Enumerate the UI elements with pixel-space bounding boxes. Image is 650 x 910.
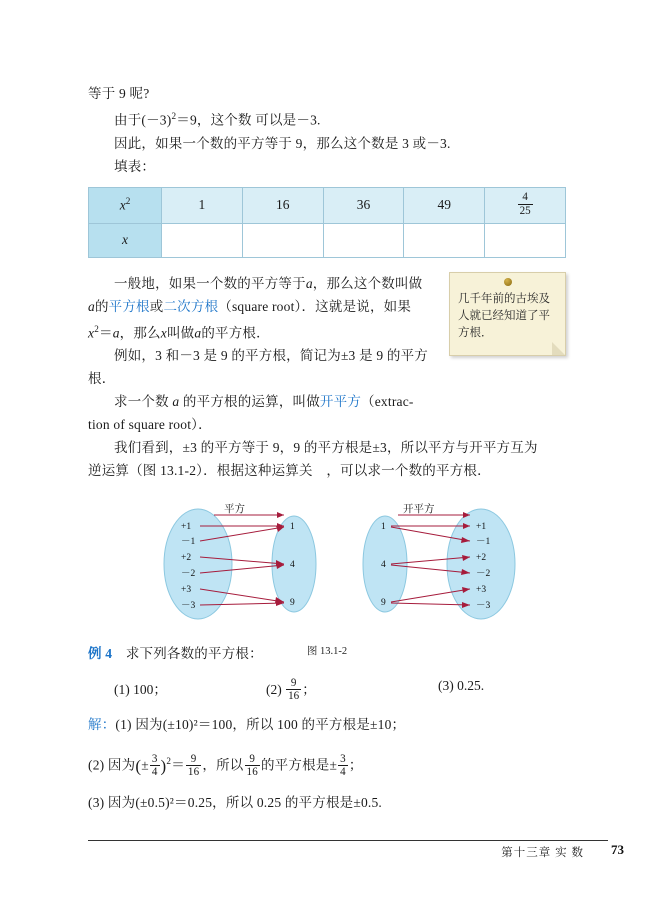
keyword-second-root: 二次方根	[163, 298, 219, 314]
left-range-item-1: 4	[290, 560, 295, 570]
para1-a4: a	[194, 325, 202, 340]
fraction-9-16-c	[245, 753, 260, 779]
fraction-numerator: 3	[340, 752, 346, 765]
sticky-note-text: 几千年前的古埃及人就已经知道了平方根．	[458, 292, 550, 339]
solution-label: 解：	[88, 717, 116, 732]
example-text: 求下列各数的平方根：	[125, 646, 263, 661]
superscript-2: 2	[171, 111, 177, 121]
line-2-mid: ＝9，这个数 可以是－3.	[176, 112, 321, 128]
figure-caption: 图 13.1-2	[306, 646, 348, 657]
sticky-note	[449, 272, 566, 356]
example-item-3-val: 0.25.	[457, 678, 485, 693]
fraction-3-4-d	[338, 753, 348, 779]
left-domain-item-0: +1	[181, 522, 192, 532]
right-range-item-1: －1	[476, 537, 491, 547]
left-label: 平方	[224, 504, 245, 515]
para1-seg2: ，那么这个数叫做	[312, 275, 423, 291]
header-superscript-2: 2	[125, 196, 131, 207]
fraction-numerator: 3	[151, 752, 158, 765]
fraction-denominator: 25	[519, 204, 531, 217]
line-2-pre: 由于(－3)	[114, 112, 172, 128]
table-row-label: x	[122, 232, 128, 247]
para1-seg1: 一般地，如果一个数的平方等于	[114, 275, 306, 291]
fraction-4-25	[518, 191, 533, 217]
footer-divider	[88, 840, 608, 841]
fraction-denominator: 16	[246, 765, 258, 778]
example-item-2-no: (2)	[266, 682, 282, 697]
table-cell-header-x2	[89, 187, 162, 223]
right-domain-item-1: 4	[381, 560, 386, 570]
table-cell-blank-1[interactable]	[162, 223, 243, 257]
table-cell-header-1: 1	[162, 187, 243, 223]
fraction-9-16	[286, 677, 301, 703]
fraction-numerator: 9	[190, 752, 197, 765]
left-top-arrow-head	[277, 512, 284, 518]
para1-var-x: x	[160, 325, 167, 340]
para1-seg5: （square root）．这就是说，如果	[218, 298, 412, 314]
right-range-item-0: +1	[476, 522, 487, 532]
footer-page-number: 73	[611, 842, 624, 857]
para3-line2: tion of square root）．	[88, 417, 212, 432]
line-3: 因此，如果一个数的平方等于 9，那么这个数是 3 或－3.	[114, 135, 451, 151]
table-cell-blank-3[interactable]	[323, 223, 404, 257]
fraction-denominator: 4	[340, 765, 346, 778]
text-content	[88, 82, 566, 814]
table-header-x: x	[119, 197, 126, 213]
line-1: 等于 9 呢?	[88, 86, 150, 101]
para1-x: x	[88, 325, 95, 340]
table-cell-blank-5[interactable]	[485, 223, 566, 257]
right-range-item-4: +3	[476, 585, 487, 595]
para1-line2	[88, 295, 428, 318]
para2: 例如，3 和－3 是 9 的平方根，简记为±3 是 9 的平方根．	[88, 348, 428, 386]
paren-open-big: (	[135, 756, 142, 776]
right-range-item-5: －3	[476, 601, 491, 611]
para3-seg3: （extrac-	[361, 394, 414, 409]
table-cell-header-36: 36	[323, 187, 404, 223]
solution-2-end: ；	[348, 757, 363, 773]
solution-2-mid: ＝	[171, 757, 185, 773]
footer-chapter: 第十三章 实 数	[501, 847, 584, 859]
page-footer	[0, 840, 650, 862]
left-domain-item-2: +2	[181, 553, 192, 563]
solution-2-mid2: ，所以	[202, 757, 244, 773]
table-row	[89, 187, 566, 223]
example-item-2-suffix: ；	[302, 682, 316, 697]
table-cell-header-49: 49	[404, 187, 485, 223]
para4-line2: 逆运算（图 13.1-2）．根据这种运算关 ，可以求一个数的平方根．	[88, 463, 491, 478]
right-range-item-2: +2	[476, 553, 487, 563]
para1-seg7: ，那么	[119, 325, 161, 340]
para3-line1	[88, 390, 566, 413]
example-item-1-val: 100；	[133, 682, 167, 697]
line-2	[88, 105, 566, 132]
example-item-3	[438, 678, 484, 694]
solution-line-1	[88, 713, 566, 736]
para1-seg3: 的	[94, 298, 109, 314]
fraction-denominator: 16	[288, 690, 300, 703]
right-label: 开平方	[403, 504, 435, 515]
example-label: 例 4	[88, 646, 113, 661]
line-4: 填表：	[114, 158, 156, 174]
table-cell-header-fraction	[485, 187, 566, 223]
para1-line1	[88, 272, 428, 295]
example-item-2	[266, 678, 316, 704]
pin-icon	[504, 278, 512, 286]
example-item-1	[114, 678, 167, 698]
plus-minus-1: ±	[141, 757, 149, 773]
para1-seg8: 叫做	[166, 325, 195, 340]
table-cell-header-16: 16	[242, 187, 323, 223]
left-range-item-2: 9	[290, 598, 295, 608]
para1-sup2: 2	[94, 323, 99, 334]
page-fold-icon	[552, 342, 565, 355]
para3-seg2: 的平方根的运算，叫做	[182, 394, 320, 409]
keyword-square-root: 平方根	[108, 298, 150, 314]
para4-line1: 我们看到，±3 的平方等于 9，9 的平方根是±3，所以平方与开平方互为	[114, 440, 538, 455]
para1-a3: a	[112, 325, 120, 340]
fraction-denominator: 16	[187, 765, 200, 778]
table-cell-blank-4[interactable]	[404, 223, 485, 257]
right-domain-item-2: 9	[381, 598, 386, 608]
fraction-numerator: 4	[522, 191, 528, 204]
solution-line-2	[88, 746, 566, 781]
right-range-item-3: －2	[476, 569, 491, 579]
fill-table	[88, 187, 566, 258]
left-domain-item-1: －1	[181, 537, 196, 547]
paragraph-block-definition	[88, 272, 566, 483]
para1-seg4: 或	[149, 298, 164, 314]
left-domain-item-3: －2	[181, 569, 196, 579]
para1-line3	[88, 318, 428, 345]
fraction-numerator: 9	[249, 752, 256, 765]
solution-1-text: (1) 因为(±10)²＝100，所以 100 的平方根是±10；	[115, 717, 406, 732]
para3-var-a: a	[168, 394, 183, 409]
solution-2-sup: 2	[166, 756, 172, 766]
right-domain-item-0: 1	[381, 522, 386, 532]
example-item-3-no: (3)	[438, 678, 454, 693]
para1-var-a: a	[305, 275, 313, 291]
para1-var-a2: a	[88, 298, 95, 314]
left-domain-item-4: +3	[181, 585, 192, 595]
table-cell-blank-2[interactable]	[242, 223, 323, 257]
example-item-1-no: (1)	[114, 682, 130, 697]
example-items-row	[88, 673, 566, 707]
para3-seg1: 求一个数	[114, 394, 169, 409]
diagram-svg	[88, 488, 566, 636]
solution-2-pre: (2) 因为	[88, 757, 136, 773]
para1-seg6: ＝	[99, 325, 113, 340]
para1-seg9: 的平方根．	[201, 325, 270, 340]
left-range-item-0: 1	[290, 522, 295, 532]
solution-2-mid3: 的平方根是±	[260, 757, 338, 773]
fraction-3-4-a	[150, 753, 160, 779]
fraction-9-16-b	[186, 753, 201, 779]
table-row	[89, 223, 566, 257]
table-cell-row-label-x	[89, 223, 162, 257]
left-domain-item-5: －3	[181, 601, 196, 611]
fraction-denominator: 4	[151, 765, 158, 778]
solution-line-3: (3) 因为(±0.5)²＝0.25，所以 0.25 的平方根是±0.5.	[88, 795, 382, 811]
paren-close-big: )	[160, 756, 167, 776]
fraction-numerator: 9	[290, 677, 297, 690]
keyword-extraction: 开平方	[319, 394, 362, 409]
